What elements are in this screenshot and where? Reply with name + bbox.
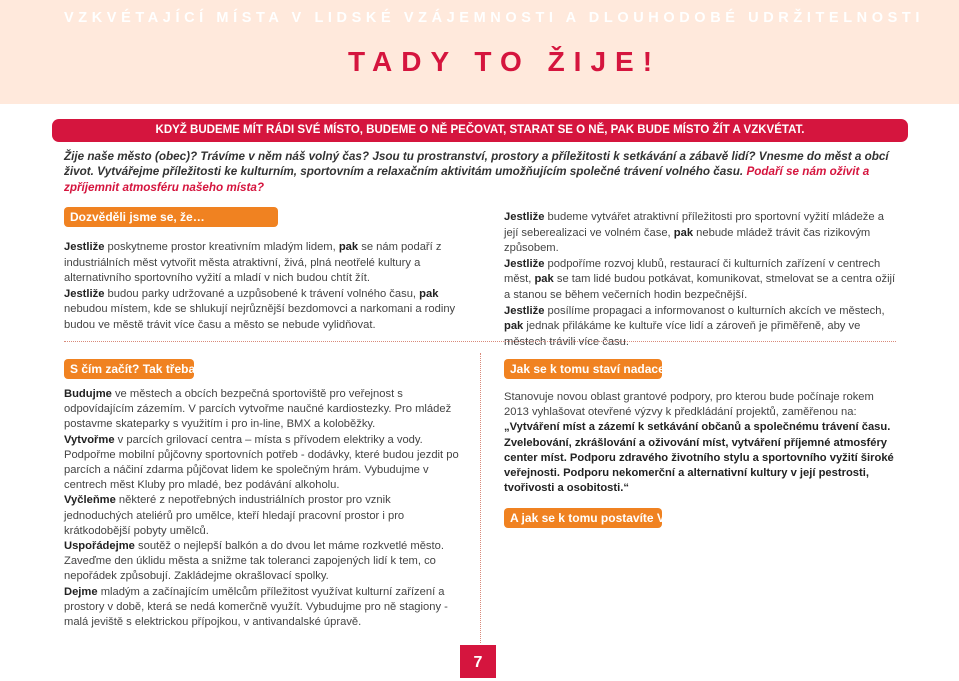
intro-line1: Žije naše město (obec)? Trávíme v něm náš volný čas? Jsou tu prostranství, prostory a příležitosti k setkávání a zábavě lidí? Vnesme do měst a obcí život. xyxy=(64,150,889,179)
section1-right-p3 xyxy=(504,304,896,351)
intro-line2-a: Vytvářejme příležitosti ke kulturním, sportovním a relaxačním aktivitám umožňujícím společné trávení volného času. xyxy=(97,165,744,179)
section1-left-p2 xyxy=(64,287,460,334)
list-item xyxy=(64,539,462,585)
text: v parcích grilovací centra – místa s přívodem elektriky a vody. Podpořme mobilní půjčovny sportovních potřeb - dodávky, které budou jezdit po parcích a náčiní zdarma půjčovat lidem ke společným hrám. Vybudujme v centrech měst Kluby pro mladé, bez podávání alkoholu. xyxy=(64,433,459,492)
section3-quote: „Vytváření míst a zázemí k setkávání občanů a společnému trávení času. Zvelebování, zkrášlování a oživování míst, vytváření příjemné atmosféry center míst. Podporu zdravého životního stylu a sportovního vyžití široké veřejnosti. Podporu nekomerční a alternativní kultury v její pestrosti, tvořivosti a osobitosti.“ xyxy=(504,421,894,495)
text: soutěž o nejlepší balkón a do dvou let máme rozkvetlé město. Zaveďme den úklidu města a snižme tak toleranci zapojených lidí k tem, co nepořádek způsobují. Zakládejme okrašlovací spolky. xyxy=(64,540,444,583)
lead-word: Jestliže xyxy=(504,304,545,317)
text: jednak přilákáme ke kultuře více lidí a zároveň je přiměřeně, aby ve městech trávili více času. xyxy=(504,320,861,348)
list-item xyxy=(64,493,462,539)
column-divider xyxy=(480,353,481,643)
tag-s-cim-zacit: S čím začít? Tak třeba… xyxy=(64,359,194,379)
section1-left-p1 xyxy=(64,240,460,287)
pak-word: pak xyxy=(534,273,554,286)
tag-vy: A jak se k tomu postavíte Vy? xyxy=(504,508,662,528)
page-number: 7 xyxy=(460,645,496,678)
intro-text xyxy=(64,149,904,195)
section-divider xyxy=(64,341,896,342)
red-banner: KDYŽ BUDEME MÍT RÁDI SVÉ MÍSTO, BUDEME O NĚ PEČOVAT, STARAT SE O NĚ, PAK BUDE MÍSTO ŽÍT A VZKVÉTAT. xyxy=(52,119,908,142)
lead-word: Dejme xyxy=(64,585,98,598)
lead-word: Jestliže xyxy=(64,287,105,300)
list-item xyxy=(64,387,462,433)
list-item xyxy=(64,585,462,631)
lead-word: Budujme xyxy=(64,388,112,400)
pak-word: pak xyxy=(338,241,359,253)
section3-intro: Stanovuje novou oblast grantové podpory, pro kterou bude počínaje rokem 2013 vyhlašovat otevřené výzvy k předkládání projektů, zaměřenou na: xyxy=(504,391,874,419)
text: budeme vytvářet atraktivní příležitosti pro sportovní vyžití mládeže a její seberealizaci ve volném čase, xyxy=(504,211,884,239)
lead-word: Jestliže xyxy=(64,241,105,253)
section1-right xyxy=(504,210,896,350)
text: mladým a začínajícím umělcům příležitost využívat kulturní zařízení a prostory v době, která se nedá komerčně využít. Vybudujme pro ně stagiony - malá jeviště s elektrickou přípojkou, v antivandalské úpravě. xyxy=(64,585,448,629)
text: některé z nepotřebných industriálních prostor pro vznik jednoduchých ateliérů pro umělce, kteří hledají pracovní prostor i pro krátkodobější pobyty umělců. xyxy=(64,494,405,537)
text: ve městech a obcích bezpečná sportoviště pro veřejnost s odpovídajícím zázemím. V parcích vytvořme naučné kardiostezky. Pro mládež postavme skateparky s využitím i pro in-line, BMX a koloběžky. xyxy=(64,388,452,431)
text: nebudou místem, kde se shlukují nejrůznější bezdomovci a narkomani a rodiny budou ve městě trávit více času a město se nebude vylidňovat. xyxy=(64,303,456,331)
lead-word: Jestliže xyxy=(504,211,545,223)
lead-word: Uspořádejme xyxy=(64,540,135,553)
page-title: TADY TO ŽIJE! xyxy=(348,46,662,77)
lead-word: Vytvořme xyxy=(64,433,115,446)
section2-list xyxy=(64,387,462,630)
text: budou parky udržované a uzpůsobené k trávení volného času, xyxy=(104,287,420,300)
section1-left xyxy=(64,240,460,334)
text: poskytneme prostor kreativním mladým lidem, xyxy=(104,241,339,253)
header-tagline: VZKVÉTAJÍCÍ MÍSTA V LIDSKÉ VZÁJEMNOSTI A DLOUHODOBÉ UDRŽITELNOSTI xyxy=(64,10,924,26)
text: nebude mládež trávit čas rizikovým způsobem. xyxy=(504,226,871,255)
text: posílíme propagaci a informovanost o kulturních akcích ve městech, xyxy=(544,304,885,317)
tag-dozvedeli: Dozvěděli jsme se, že… xyxy=(64,207,278,227)
text: se nám podaří z industriálních měst vytvořit města atraktivní, živá, plná neotřelé kultury a alternativního sportovního vyžití a mladí v nich budou chtít žít. xyxy=(64,241,442,285)
pak-word: pak xyxy=(504,320,524,333)
text: se tam lidé budou potkávat, komunikovat, stmelovat se a centra ožijí a stanou se během večerních hodin bezpečnější. xyxy=(504,273,896,301)
pak-word: pak xyxy=(673,226,694,239)
list-item xyxy=(64,433,462,494)
lead-word: Jestliže xyxy=(504,257,545,270)
section1-right-p1 xyxy=(504,210,896,257)
tag-nadace: Jak se k tomu staví nadace? xyxy=(504,359,662,379)
section1-right-p2 xyxy=(504,257,896,304)
intro-line2-b: Podaří se nám oživit a zpříjemnit atmosféru našeho místa? xyxy=(64,165,870,194)
lead-word: Vyčleňme xyxy=(64,494,116,507)
section3-text xyxy=(504,390,896,496)
pak-word: pak xyxy=(419,287,439,300)
text: podpoříme rozvoj klubů, restaurací či kulturních zařízení v centrech měst, xyxy=(504,257,881,286)
